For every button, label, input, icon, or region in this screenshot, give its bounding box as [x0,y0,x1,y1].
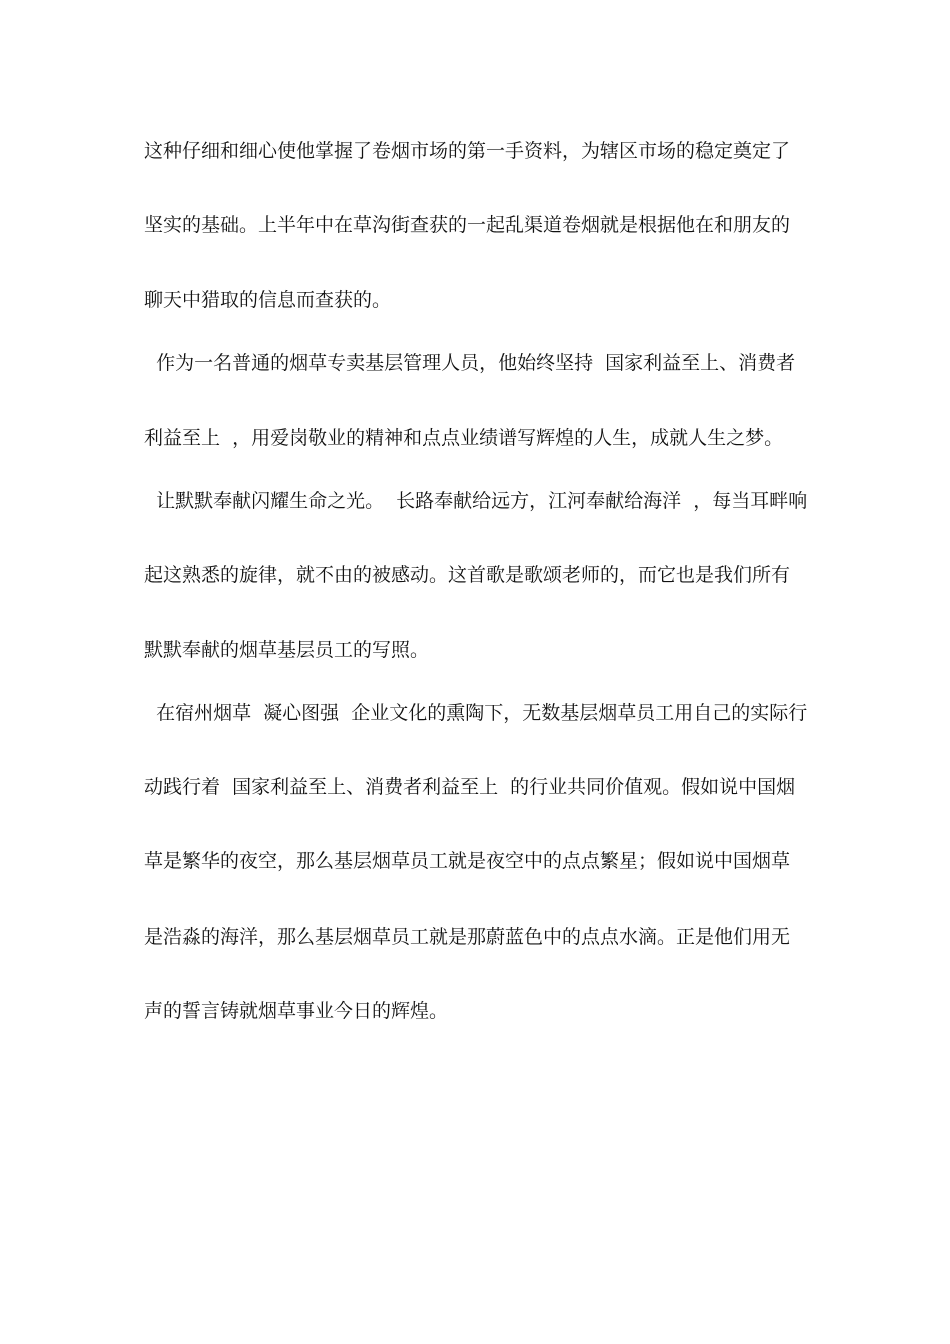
text-line-12: 是浩淼的海洋，那么基层烟草员工就是那蔚蓝色中的点点水滴。正是他们用无 [144,926,791,948]
text-line-13: 声的誓言铸就烟草事业今日的辉煌。 [144,1000,449,1022]
text-line-9: 在宿州烟草 凝心图强 企业文化的熏陶下，无数基层烟草员工用自己的实际行 [144,702,808,724]
text-line-8: 默默奉献的烟草基层员工的写照。 [144,639,430,661]
text-line-10: 动践行着 国家利益至上、消费者利益至上 的行业共同价值观。假如说中国烟 [144,776,796,798]
text-line-3: 聊天中猎取的信息而查获的。 [144,289,392,311]
text-line-6: 让默默奉献闪耀生命之光。 长路奉献给远方，江河奉献给海洋 ，每当耳畔响 [144,490,808,512]
text-line-1: 这种仔细和细心使他掌握了卷烟市场的第一手资料，为辖区市场的稳定奠定了 [144,140,791,162]
text-line-2: 坚实的基础。上半年中在草沟街查获的一起乱渠道卷烟就是根据他在和朋友的 [144,214,791,236]
text-line-11: 草是繁华的夜空，那么基层烟草员工就是夜空中的点点繁星；假如说中国烟草 [144,850,791,872]
text-line-5: 利益至上 ，用爱岗敬业的精神和点点业绩谱写辉煌的人生，成就人生之梦。 [144,427,784,449]
text-line-4: 作为一名普通的烟草专卖基层管理人员，他始终坚持 国家利益至上、消费者 [144,352,796,374]
text-line-7: 起这熟悉的旋律，就不由的被感动。这首歌是歌颂老师的，而它也是我们所有 [144,564,791,586]
